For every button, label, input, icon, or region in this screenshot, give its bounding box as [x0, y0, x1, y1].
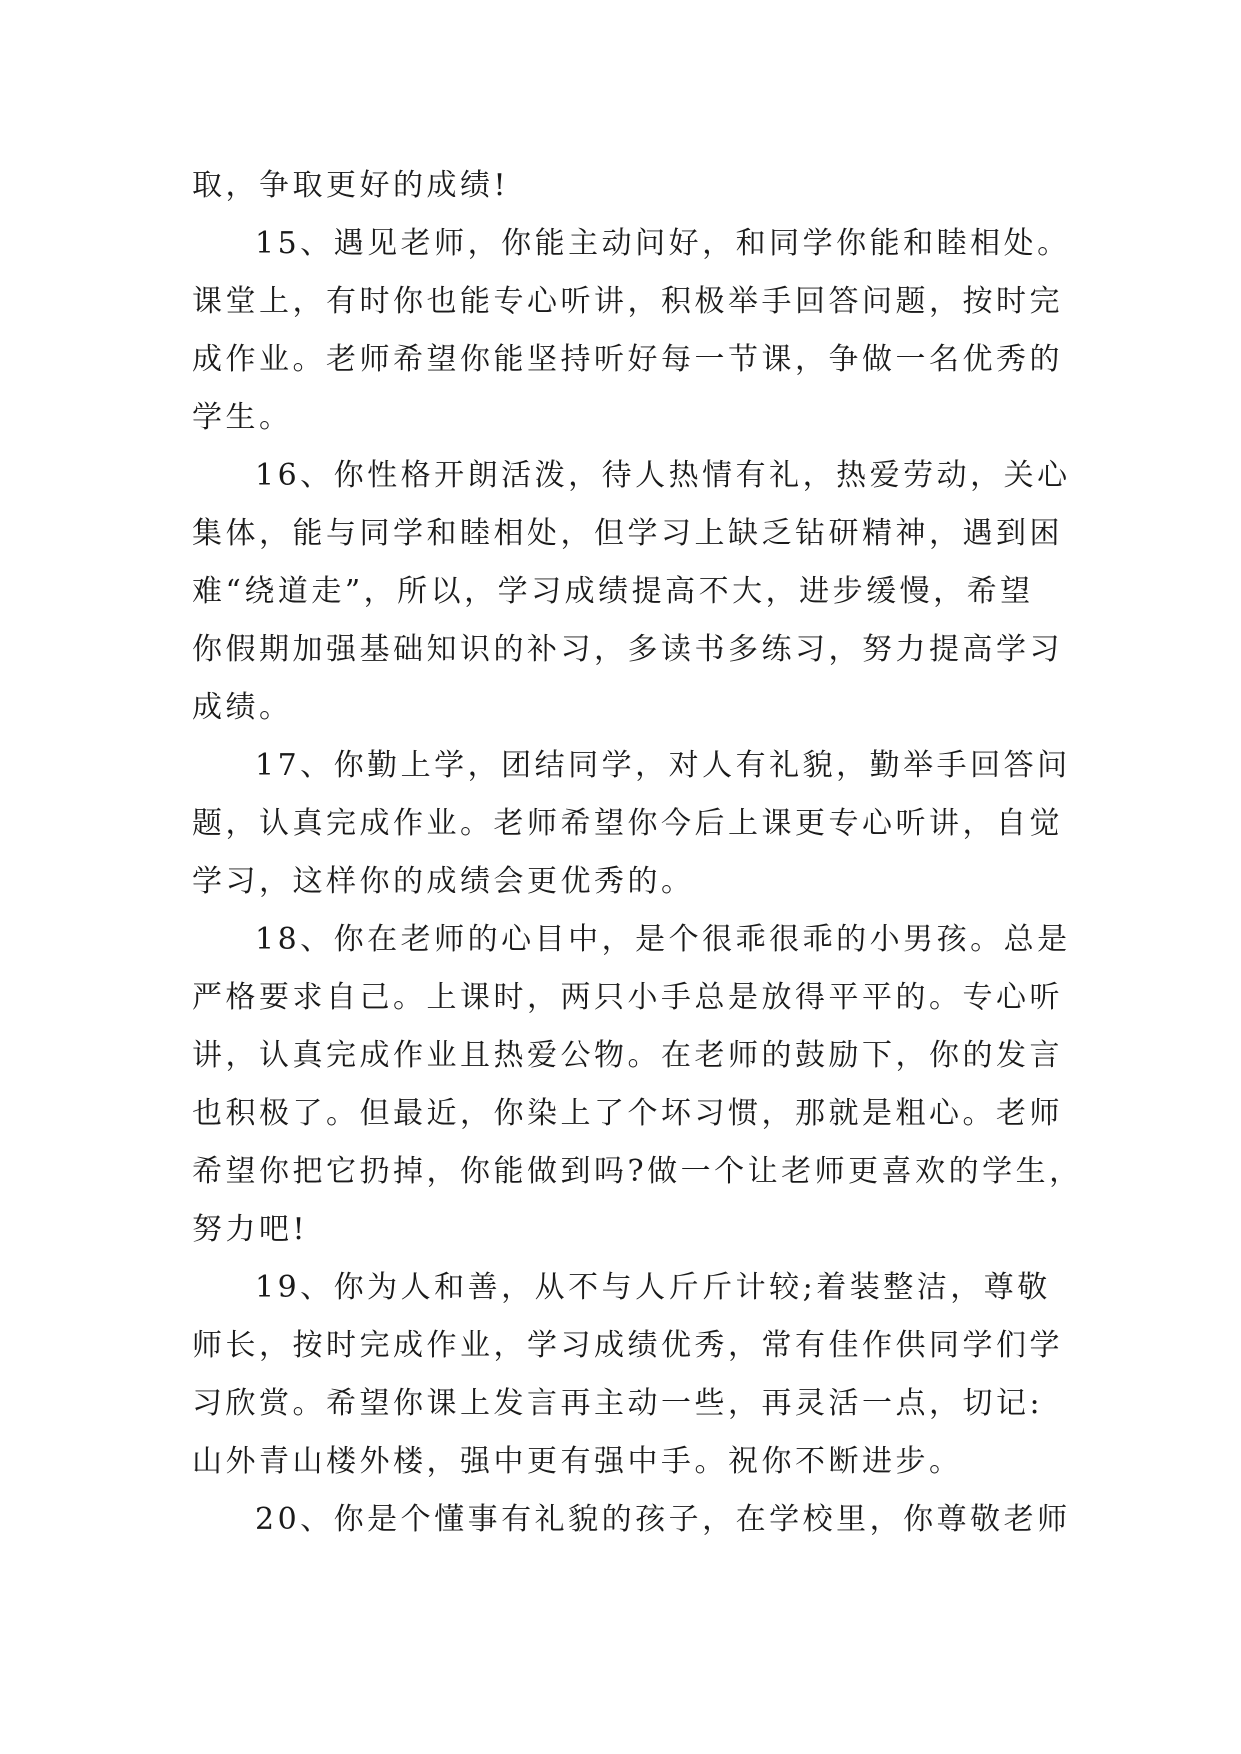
comment-15-start: 15、遇见老师，你能主动问好，和同学你能和睦相处。 [255, 226, 1071, 261]
comment-16-start: 16、你性格开朗活泼，待人热情有礼，热爱劳动，关心 [255, 458, 1071, 493]
text-line: 学生。 [192, 400, 293, 435]
text-line: 讲，认真完成作业且热爱公物。在老师的鼓励下，你的发言 [192, 1038, 1063, 1073]
comment-18-start: 18、你在老师的心目中，是个很乖很乖的小男孩。总是 [255, 922, 1071, 957]
text-line: 也积极了。但最近，你染上了个坏习惯，那就是粗心。老师 [192, 1096, 1063, 1131]
comment-20-start: 20、你是个懂事有礼貌的孩子，在学校里，你尊敬老师 [255, 1502, 1071, 1537]
text-line: 希望你把它扔掉，你能做到吗?做一个让老师更喜欢的学生， [192, 1154, 1083, 1189]
text-line: 努力吧! [192, 1212, 309, 1247]
comment-17-start: 17、你勤上学，团结同学，对人有礼貌，勤举手回答问 [255, 748, 1071, 783]
text-line: 山外青山楼外楼，强中更有强中手。祝你不断进步。 [192, 1444, 963, 1479]
text-line: 学习，这样你的成绩会更优秀的。 [192, 864, 695, 899]
text-line: 课堂上，有时你也能专心听讲，积极举手回答问题，按时完 [192, 284, 1063, 319]
text-line: 习欣赏。希望你课上发言再主动一些，再灵活一点，切记: [192, 1386, 1044, 1421]
text-line: 成绩。 [192, 690, 293, 725]
text-line: 成作业。老师希望你能坚持听好每一节课，争做一名优秀的 [192, 342, 1063, 377]
text-line: 你假期加强基础知识的补习，多读书多练习，努力提高学习 [192, 632, 1063, 667]
text-line: 取，争取更好的成绩! [192, 168, 510, 203]
comment-19-start: 19、你为人和善，从不与人斤斤计较;着装整洁，尊敬 [255, 1270, 1051, 1305]
text-line: 集体，能与同学和睦相处，但学习上缺乏钻研精神，遇到困 [192, 516, 1063, 551]
text-line: 严格要求自己。上课时，两只小手总是放得平平的。专心听 [192, 980, 1063, 1015]
text-line: 题，认真完成作业。老师希望你今后上课更专心听讲，自觉 [192, 806, 1063, 841]
text-line: 师长，按时完成作业，学习成绩优秀，常有佳作供同学们学 [192, 1328, 1063, 1363]
text-line: 难“绕道走”，所以，学习成绩提高不大，进步缓慢，希望 [192, 574, 1034, 609]
